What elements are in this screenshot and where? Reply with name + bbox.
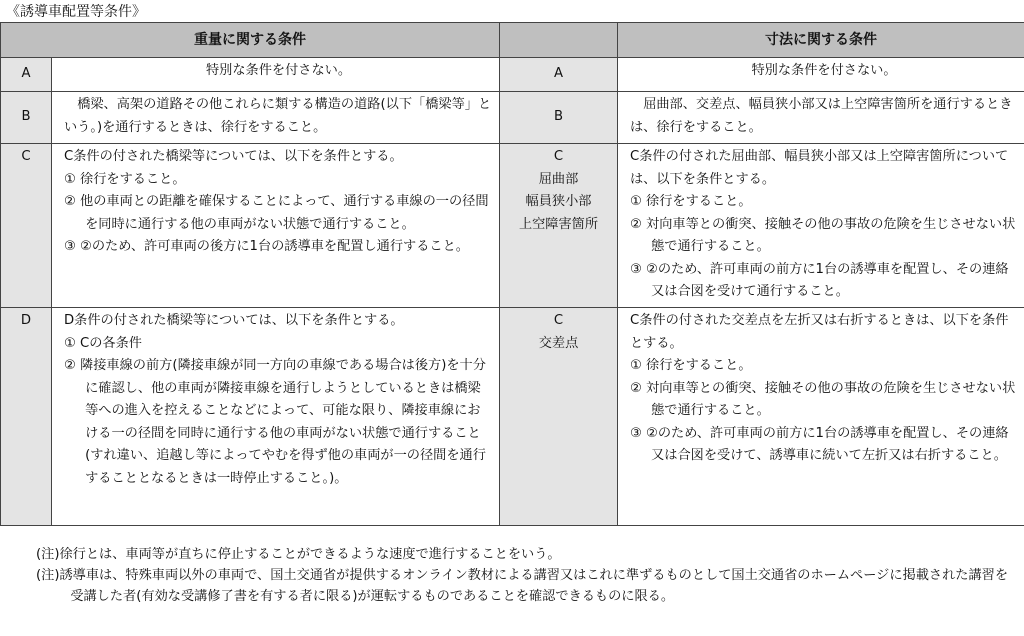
dimension-header: 寸法に関する条件	[618, 23, 1024, 58]
condition-item: ① 徐行をすること。	[64, 171, 186, 187]
condition-text: C条件の付された交差点を左折又は右折するときは、以下を条件とする。	[630, 313, 1009, 351]
table-row	[1, 58, 1024, 92]
note-item: (注)誘導車は、特殊車両以外の車両で、国土交通省が提供するオンライン教材による講習又はこれに準ずるものとして国土交通省のホームページに掲載された講習を受講した者(有効な受講修了書を有する者に限る)が運転するものであることを確認できるものに限る。	[36, 568, 1009, 604]
section-title: 《誘導車配置等条件》	[6, 4, 146, 20]
row-label: B	[1, 92, 52, 144]
mid-label	[500, 308, 618, 526]
table-row	[1, 308, 1024, 526]
weight-condition: 特別な条件を付さない。	[52, 58, 500, 92]
mid-label: A	[500, 58, 618, 92]
condition-item: ② 隣接車線の前方(隣接車線が同一方向の車線である場合は後方)を十分に確認し、他の車両が隣接車線を通行しようとしているときは橋梁等への進入を控えることなどによって、可能な限り、隣接車線における一の径間を同時に通行する他の車両がない状態で通行すること(すれ違い、追越し等によってやむを得ず他の車両が一の径間を通行することとなるときは一時停止すること。)。	[64, 358, 486, 486]
condition-item: ② 他の車両との距離を確保することによって、通行する車線の一の径間を同時に通行する他の車両がない状態で通行すること。	[64, 194, 489, 232]
conditions-table	[0, 22, 1024, 526]
header-row	[1, 23, 1024, 58]
condition-item: ① 徐行をすること。	[630, 194, 752, 209]
condition-item: ① 徐行をすること。	[630, 358, 752, 373]
mid-label: B	[500, 92, 618, 144]
dimension-condition: 特別な条件を付さない。	[618, 58, 1024, 92]
mid-label	[500, 144, 618, 308]
mid-label-line: C	[553, 149, 564, 164]
row-label: D	[1, 308, 52, 526]
condition-item: ③ ②のため、許可車両の前方に1台の誘導車を配置し、その連絡又は合図を受けて通行すること。	[630, 261, 1009, 299]
condition-item: ① Cの各条件	[64, 335, 142, 351]
mid-label-line: 交差点	[538, 335, 579, 351]
condition-text: C条件の付された屈曲部、幅員狭小部又は上空障害箇所については、以下を条件とする。	[630, 149, 1009, 187]
dimension-condition: 屈曲部、交差点、幅員狭小部又は上空障害箇所を通行するときは、徐行をすること。	[618, 92, 1024, 144]
dimension-condition	[618, 308, 1024, 526]
condition-item: ③ ②のため、許可車両の前方に1台の誘導車を配置し、その連絡又は合図を受けて、誘導車に続いて左折又は右折すること。	[630, 425, 1009, 463]
condition-text: D条件の付された橋梁等については、以下を条件とする。	[64, 313, 404, 328]
weight-condition: 橋梁、高架の道路その他これらに類する構造の道路(以下「橋梁等」という。)を通行するときは、徐行をすること。	[52, 92, 500, 144]
condition-item: ② 対向車等との衝突、接触その他の事故の危険を生じさせない状態で通行すること。	[630, 216, 1016, 254]
weight-condition	[52, 308, 500, 526]
row-label: C	[1, 144, 52, 308]
condition-item: ③ ②のため、許可車両の後方に1台の誘導車を配置し通行すること。	[64, 239, 469, 254]
condition-item: ② 対向車等との衝突、接触その他の事故の危険を生じさせない状態で通行すること。	[630, 380, 1016, 418]
note-item: (注)徐行とは、車両等が直ちに停止することができるような速度で進行することをいう。	[36, 547, 561, 562]
weight-header: 重量に関する条件	[1, 23, 500, 58]
weight-condition	[52, 144, 500, 308]
mid-header-blank	[500, 23, 618, 58]
condition-text: C条件の付された橋梁等については、以下を条件とする。	[64, 149, 403, 164]
mid-label-line: 幅員狭小部	[525, 194, 592, 209]
dimension-condition	[618, 144, 1024, 308]
row-label: A	[1, 58, 52, 92]
mid-label-line: 上空障害箇所	[518, 216, 599, 232]
mid-label-line: 屈曲部	[538, 171, 579, 187]
table-row	[1, 92, 1024, 144]
table-row	[1, 144, 1024, 308]
notes	[36, 544, 1016, 607]
mid-label-line: C	[553, 313, 564, 328]
